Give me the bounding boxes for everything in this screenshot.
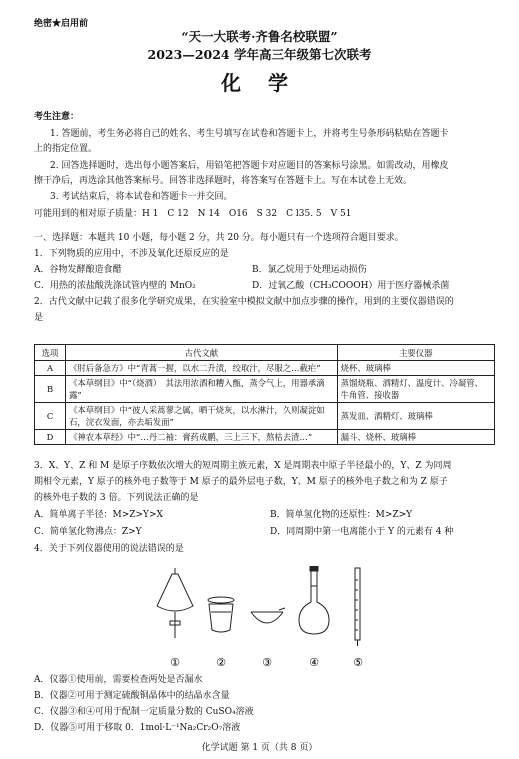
row-text: 《本草纲目》中“（烧酒） 其法用浓酒和糟入甑，蒸令气上，用器承滴露” — [66, 376, 338, 403]
q2-stem-cont: 是 — [34, 313, 44, 323]
apparatus-label-4: ④ — [309, 656, 319, 669]
row-text: 《神农本草经》中“…丹二袖：膏药成鹏，三上三下，熬枯去渣…” — [66, 430, 338, 445]
row-text: 《本草纲目》中“彼人采蒿蓼之属，晒干烧灰，以水淋汁，久则凝淀如石，浣衣发面，亦去垢发面” — [66, 403, 338, 430]
q4-option-a: A．仪器①使用前，需要检查两处是否漏水 — [34, 675, 203, 685]
evaporating-dish-icon — [251, 608, 285, 623]
q3-option-c: C．简单氢化物沸点：Z>Y — [34, 527, 142, 537]
subject-title: 化 学 — [221, 71, 298, 95]
apparatus-label-5: ⑤ — [353, 656, 363, 669]
q4-option-b: B．仪器②可用于测定硫酸铜晶体中的结晶水含量 — [34, 691, 230, 701]
q3-stem-cont: 的核外电子数的 3 倍。下列说法正确的是 — [34, 493, 199, 503]
q4-option-d: D．仪器⑤可用于移取 0．1mol·L⁻¹Na₂Cr₂O₇溶液 — [34, 723, 241, 733]
notice-item-2: 2. 回答选择题时，选出每小题答案后，用铅笔把答题卡对应题目的答案标号涂黑。如需改动，用橡皮 — [50, 161, 449, 171]
apparatus-label-1: ① — [170, 656, 180, 669]
apparatus-label-3: ③ — [262, 656, 272, 669]
row-option: B — [35, 376, 66, 403]
row-option: C — [35, 403, 66, 430]
table-header: 古代文献 — [66, 345, 338, 361]
row-instruments: 蒸发皿、酒精灯、玻璃棒 — [337, 403, 494, 430]
notice-item-1: 1. 答题前，考生务必将自己的姓名、考生号填写在试卷和答题卡上，并将考生号条形码粘贴在答题卡 — [50, 129, 449, 139]
secret-mark: 绝密★启用前 — [34, 19, 89, 29]
row-instruments: 蒸馏烧瓶、酒精灯、温度计、冷凝管、牛角管、接收器 — [337, 376, 494, 403]
row-text: 《肘后备急方》中“青蒿一握，以水二升渍，绞取汁，尽服之…截疟” — [66, 361, 338, 376]
q1-option-c: C．用热的浓盐酸洗涤试管内壁的 MnO₂ — [34, 281, 196, 291]
q1-option-b: B．氯乙烷用于处理运动损伤 — [252, 265, 367, 275]
q2-stem: 2．古代文献中记载了很多化学研究成果，在实验室中模拟文献中加点步骤的操作，用到的主要仪器错误的 — [34, 297, 454, 307]
table-row — [35, 403, 495, 430]
table-header: 主要仪器 — [337, 345, 494, 361]
atomic-masses: 可能用到的相对原子质量：H 1 C 12 N 14 O16 S 32 C l35. 5 V 51 — [34, 209, 352, 219]
row-instruments: 漏斗、烧杯、玻璃棒 — [337, 430, 494, 445]
q2-table — [34, 344, 495, 445]
table-row — [35, 376, 495, 403]
q3-option-b: B．简单氢化物的还原性：M>Z>Y — [270, 510, 413, 520]
crucible-icon — [208, 597, 234, 632]
notice-title: 考生注意： — [34, 112, 80, 122]
notice-item-2-cont: 擦干净后，再选涂其他答案标号。回答非选择题时，将答案写在答题卡上。写在本试卷上无效。 — [34, 176, 413, 186]
q3-option-d: D．同周期中第一电离能小于 Y 的元素有 4 种 — [270, 527, 454, 537]
row-option: A — [35, 361, 66, 376]
q4-option-c: C．仪器③和④可用于配制一定质量分数的 CuSO₄溶液 — [34, 707, 254, 717]
table-row — [35, 361, 495, 376]
q3-stem: 3．X、Y、Z 和 M 是原子序数依次增大的短周期主族元素，X 是周期表中原子半径最小的，Y、Z 为同周 — [34, 461, 452, 471]
page-footer: 化学试题 第 1 页（共 8 页） — [201, 743, 318, 753]
exam-title: 2023—2024 学年高三年级第七次联考 — [147, 47, 372, 62]
lab-apparatus-figure — [155, 566, 375, 670]
notice-item-3: 3. 考试结束后，将本试卷和答题卡一并交回。 — [50, 192, 233, 202]
q1-option-a: A．谷物发酵酿造食醋 — [34, 265, 122, 275]
table-row — [35, 430, 495, 445]
section1-intro: 一、选择题：本题共 10 小题，每小题 2 分，共 20 分。每小题只有一个选项符合题目要求。 — [34, 233, 404, 243]
notice-item-1-cont: 上的指定位置。 — [34, 144, 98, 154]
apparatus-label-2: ② — [216, 656, 226, 669]
q4-stem: 4．关于下列仪器使用的说法错误的是 — [34, 544, 184, 554]
q3-stem-cont: 期相令元素，Y 原子的核外电子数等于 M 原子的最外层电子数，Y、M 原子的核外电子数之和为 Z 原子 — [34, 477, 448, 487]
pipette-icon — [355, 568, 360, 646]
q1-stem: 1．下列物质的应用中，不涉及氧化还原反应的是 — [34, 249, 229, 259]
volumetric-flask-icon — [299, 566, 329, 634]
q1-option-d: D．过氧乙酸（CH₃COOOH）用于医疗器械杀菌 — [252, 281, 450, 291]
table-header-row — [35, 345, 495, 361]
row-option: D — [35, 430, 66, 445]
alliance-title: “天一大联考·齐鲁名校联盟” — [181, 29, 338, 44]
q3-option-a: A．简单离子半径：M>Z>Y>X — [34, 510, 163, 520]
separatory-funnel-icon — [157, 568, 193, 638]
row-instruments: 烧杯、玻璃棒 — [337, 361, 494, 376]
table-header: 选项 — [35, 345, 66, 361]
